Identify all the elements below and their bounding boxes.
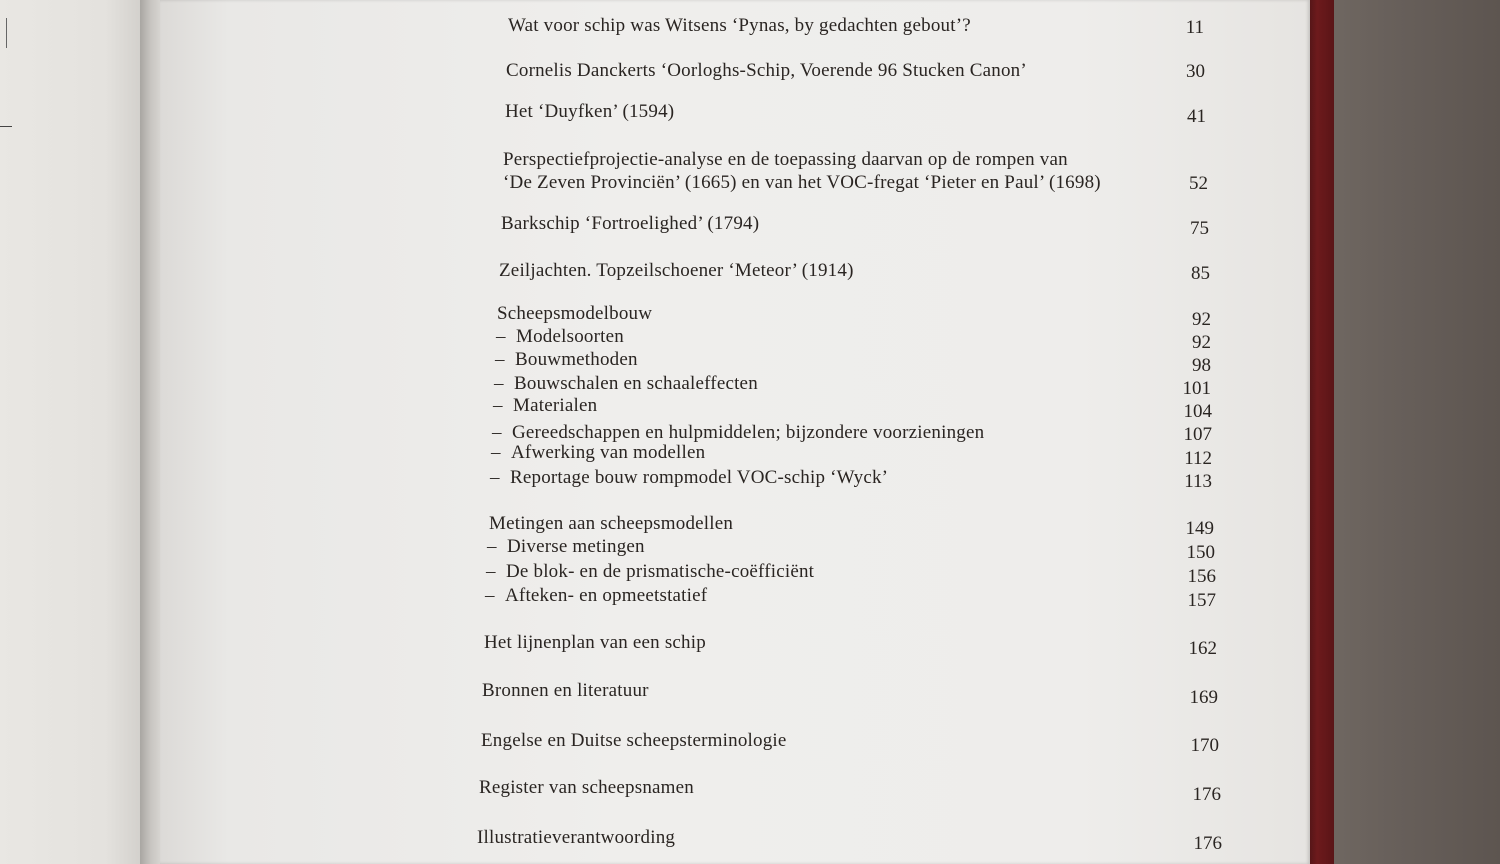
toc-subitem bbox=[493, 395, 597, 417]
toc-subitem-title: Afwerking van modellen bbox=[511, 442, 706, 463]
toc-subitem-page: 156 bbox=[1187, 566, 1216, 587]
toc-entry-page: 52 bbox=[1189, 173, 1208, 194]
toc-dash: – bbox=[496, 326, 506, 347]
toc-subitem-page: 101 bbox=[1182, 378, 1211, 399]
toc-subitem bbox=[492, 422, 984, 444]
toc-entry-page: 170 bbox=[1190, 735, 1219, 756]
toc-subitem-page: 150 bbox=[1186, 542, 1215, 563]
toc-subitem-title: Reportage bouw rompmodel VOC-schip ‘Wyck’ bbox=[510, 467, 889, 488]
toc-entry-title: Illustratieverantwoording bbox=[477, 827, 676, 848]
toc-entry-page: 75 bbox=[1190, 218, 1209, 239]
toc-dash: – bbox=[493, 395, 503, 416]
toc-dash: – bbox=[492, 422, 502, 443]
toc-entry-page: 169 bbox=[1189, 687, 1218, 708]
toc-entry-page: 41 bbox=[1187, 106, 1206, 127]
toc-subitem-title: Diverse metingen bbox=[507, 536, 645, 557]
toc-subitem-page: 104 bbox=[1183, 401, 1212, 422]
toc-entry-page: 162 bbox=[1188, 638, 1217, 659]
toc-entry-page: 85 bbox=[1191, 263, 1210, 284]
toc-subitem bbox=[495, 349, 638, 371]
toc-subitem-page: 112 bbox=[1184, 448, 1212, 469]
toc-subitem-title: Afteken- en opmeetstatief bbox=[505, 585, 708, 606]
toc-entry-title: Bronnen en literatuur bbox=[482, 680, 649, 701]
toc-subitem-title: De blok- en de prismatische-coëfficiënt bbox=[506, 561, 815, 582]
toc-entry-page: 149 bbox=[1185, 518, 1214, 539]
toc-entry-title: Het lijnenplan van een schip bbox=[484, 632, 706, 653]
toc-entry-page: 11 bbox=[1185, 17, 1204, 38]
toc-entry-title: Wat voor schip was Witsens ‘Pynas, by gedachten gebout’? bbox=[508, 15, 971, 36]
toc-subitem-title: Modelsoorten bbox=[516, 326, 624, 347]
toc-dash: – bbox=[486, 561, 496, 582]
toc-entry-title-line1: Perspectiefprojectie-analyse en de toepassing daarvan op de rompen van bbox=[503, 149, 1068, 170]
toc-subitem-page: 113 bbox=[1184, 471, 1212, 492]
toc-subitem-page: 98 bbox=[1192, 355, 1211, 376]
toc-dash: – bbox=[494, 373, 504, 394]
toc-subitem bbox=[486, 561, 814, 583]
toc-subitem-title: Bouwschalen en schaaleffecten bbox=[514, 373, 758, 394]
toc-subitem bbox=[490, 467, 888, 489]
toc-entry-title: Register van scheepsnamen bbox=[479, 777, 694, 798]
toc-entry-page: 176 bbox=[1192, 784, 1221, 805]
toc-dash: – bbox=[485, 585, 495, 606]
toc-entry-title: Metingen aan scheepsmodellen bbox=[489, 513, 734, 534]
toc-entry-title: Het ‘Duyfken’ (1594) bbox=[505, 101, 675, 122]
toc-entry-title: Scheepsmodelbouw bbox=[497, 303, 653, 324]
toc-subitem bbox=[496, 326, 624, 348]
toc-dash: – bbox=[490, 467, 500, 488]
toc-entry-page: 30 bbox=[1186, 61, 1205, 82]
toc-entry-page: 176 bbox=[1193, 833, 1222, 854]
toc-dash: – bbox=[495, 349, 505, 370]
toc-subitem bbox=[491, 442, 705, 464]
toc-entry-title: Zeiljachten. Topzeilschoener ‘Meteor’ (1914) bbox=[499, 260, 854, 281]
toc-subitem-page: 157 bbox=[1187, 590, 1216, 611]
toc-dash: – bbox=[491, 442, 501, 463]
toc-subitem-title: Gereedschappen en hulpmiddelen; bijzondere voorzieningen bbox=[512, 422, 985, 443]
toc-subitem-title: Bouwmethoden bbox=[515, 349, 638, 370]
toc-entry-title-line2: ‘De Zeven Provinciën’ (1665) en van het VOC-fregat ‘Pieter en Paul’ (1698) bbox=[503, 172, 1101, 193]
toc-subitem-page: 92 bbox=[1192, 332, 1211, 353]
toc-subitem bbox=[487, 536, 645, 558]
toc-entry-title: Barkschip ‘Fortroelighed’ (1794) bbox=[501, 213, 760, 234]
toc-dash: – bbox=[487, 536, 497, 557]
toc-entry-title: Engelse en Duitse scheepsterminologie bbox=[481, 730, 787, 751]
toc-entry-title: Cornelis Danckerts ‘Oorloghs-Schip, Voerende 96 Stucken Canon’ bbox=[506, 60, 1027, 81]
toc-subitem-title: Materialen bbox=[513, 395, 598, 416]
toc-subitem-page: 107 bbox=[1183, 424, 1212, 445]
toc-entry-page: 92 bbox=[1192, 309, 1211, 330]
toc-subitem bbox=[485, 585, 707, 607]
toc-subitem bbox=[494, 373, 758, 395]
